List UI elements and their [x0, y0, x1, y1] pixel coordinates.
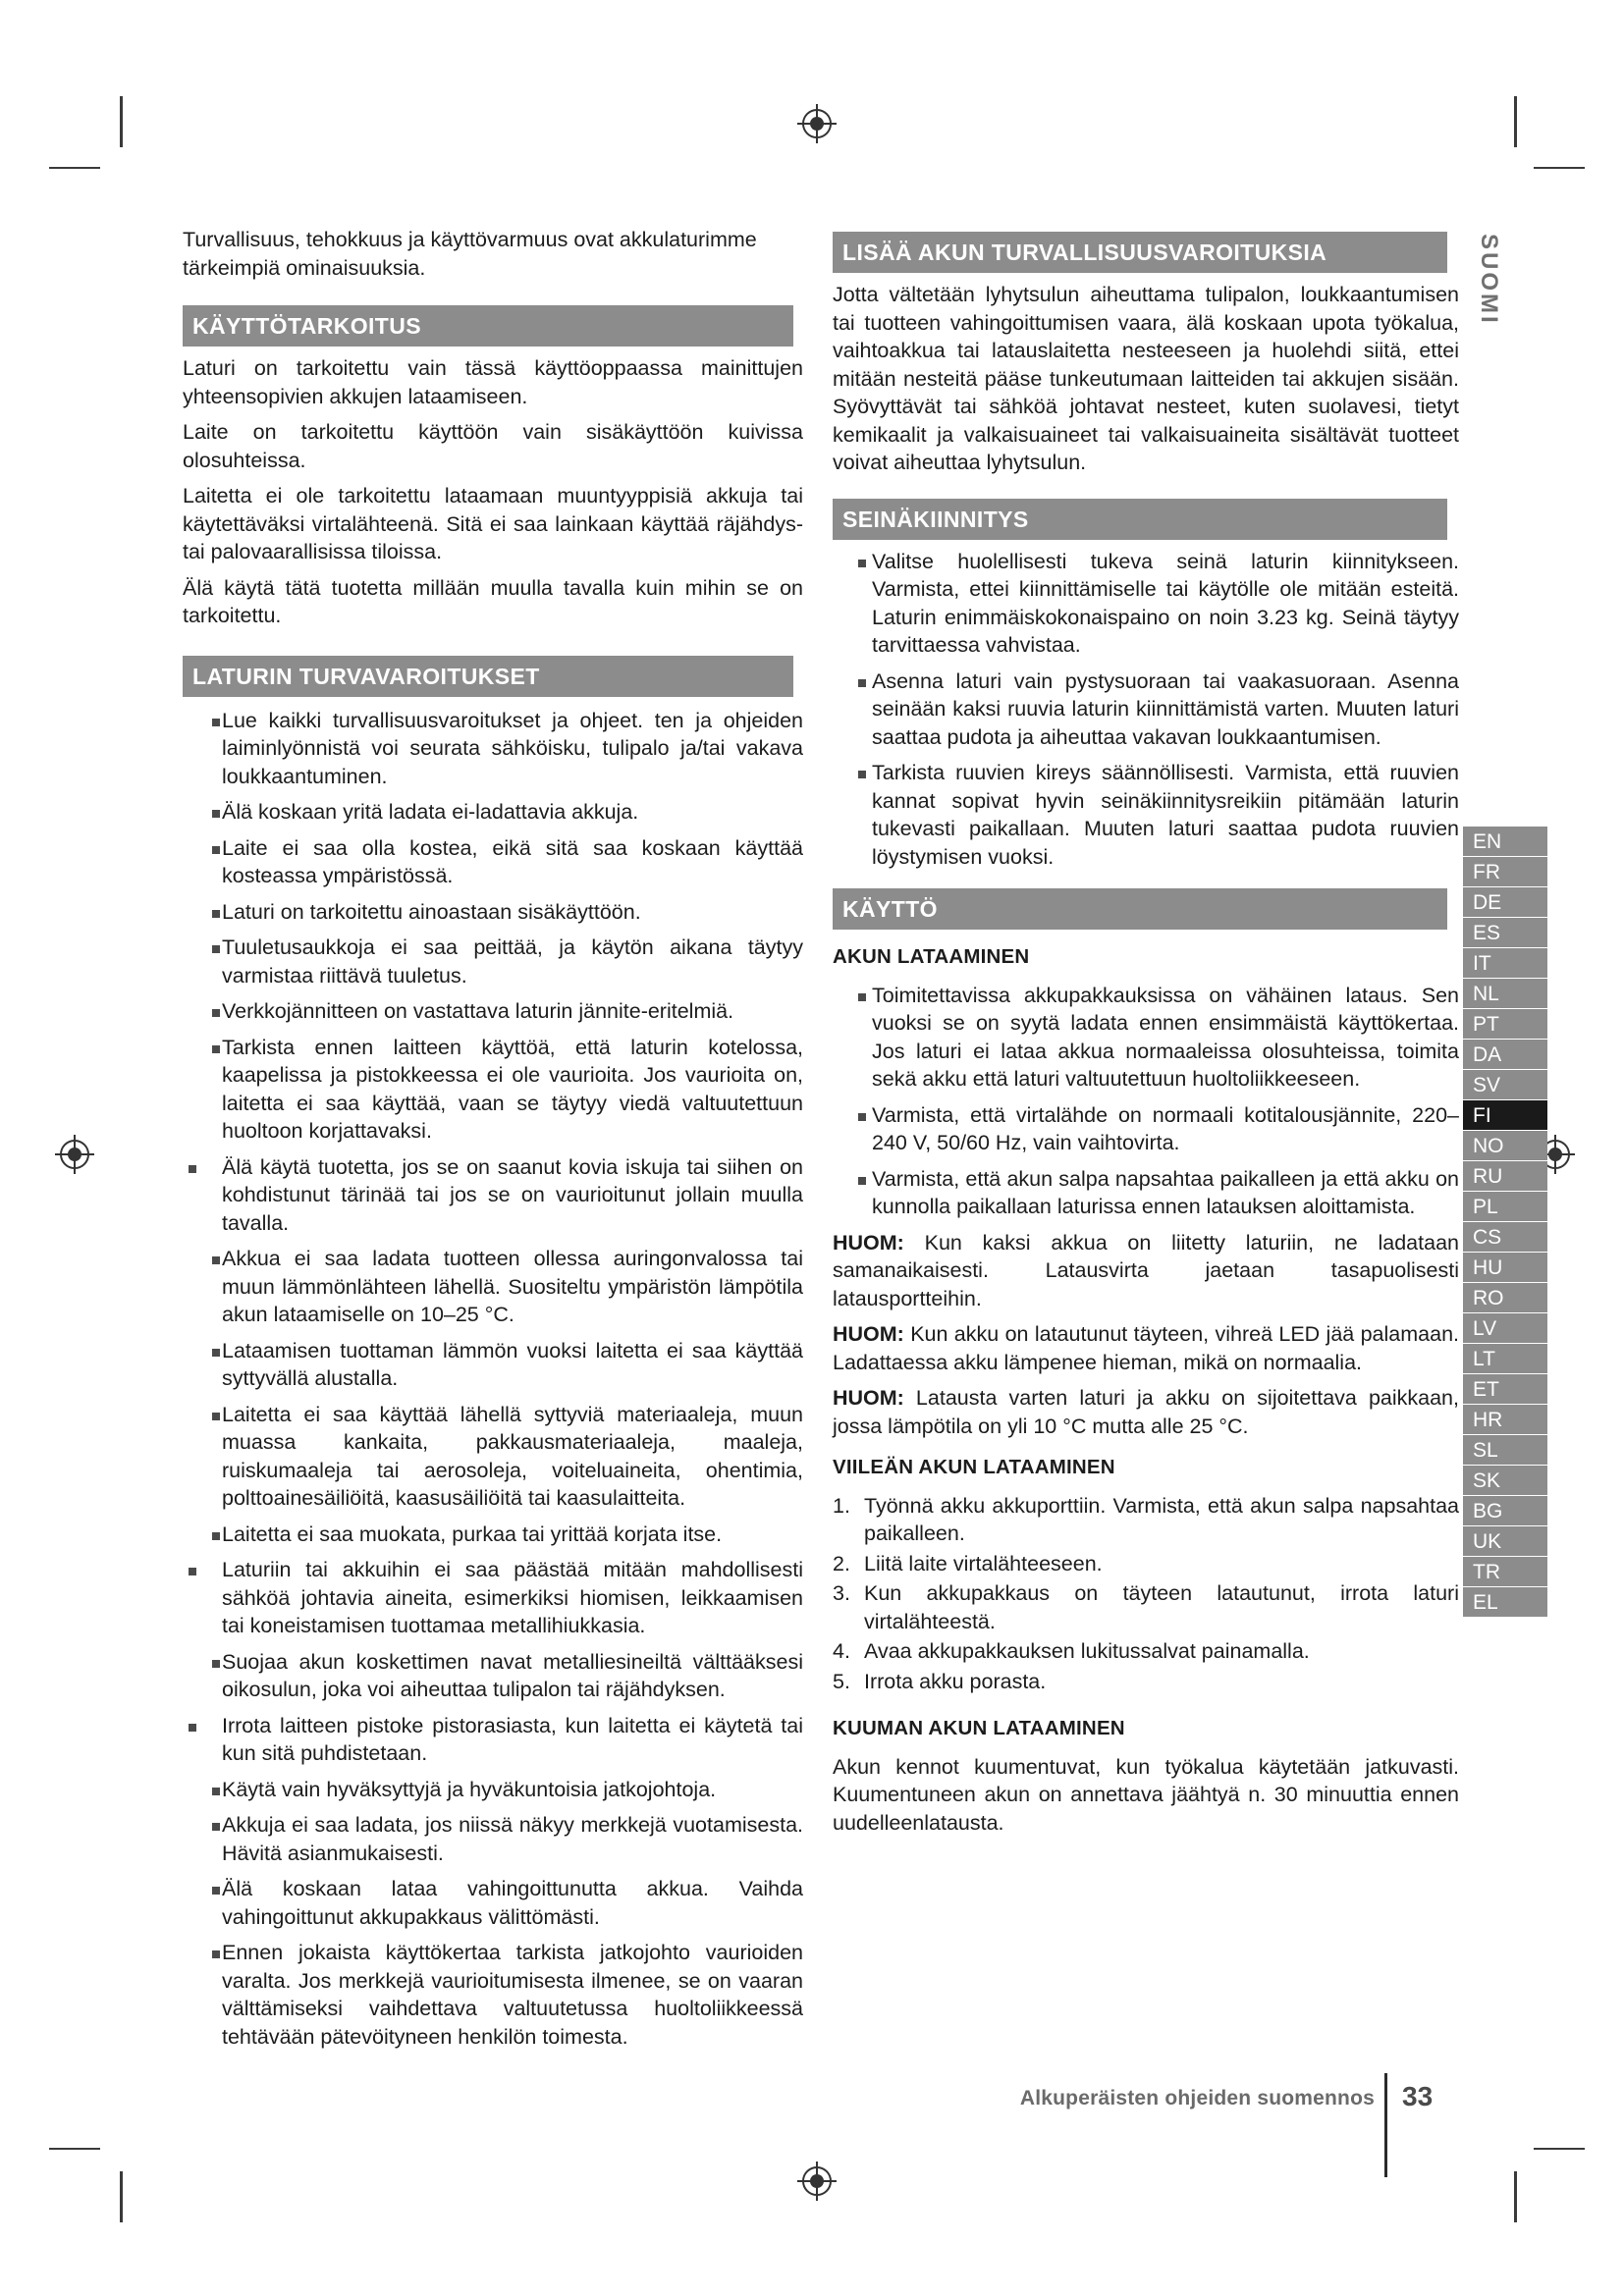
crop-mark	[1514, 2171, 1517, 2222]
language-tab-sk[interactable]: SK	[1463, 1466, 1547, 1496]
step-text: Avaa akkupakkauksen lukitussalvat painamalla.	[864, 1639, 1310, 1663]
language-tab-en[interactable]: EN	[1463, 827, 1547, 857]
cool-battery-steps	[833, 1492, 1459, 1696]
list-item: Laturiin tai akkuihin ei saa päästää mitään mahdollisesti sähköä johtavia aineita, esimerkiksi hiomisen, leikkaamisen tai koneistamisen tuottamaa metallihiukkasia.	[183, 1556, 803, 1640]
list-item: Suojaa akun koskettimen navat metalliesineiltä välttääksesi oikosulun, joka voi aiheuttaa tulipalon tai räjähdyksen.	[183, 1648, 803, 1704]
list-item: Asenna laturi vain pystysuoraan tai vaakasuoraan. Asenna seinään kaksi ruuvia laturin kiinnittämistä varten. Muuten laturi saattaa pudota ja aiheuttaa vakavan loukkaantumisen.	[833, 667, 1459, 752]
language-tab-fr[interactable]: FR	[1463, 857, 1547, 887]
language-tab-pt[interactable]: PT	[1463, 1009, 1547, 1040]
list-item: Laitetta ei saa muokata, purkaa tai yrittää korjata itse.	[183, 1521, 803, 1549]
note-text: Latausta varten laturi ja akku on sijoitettava paikkaan, jossa lämpötila on yli 10 °C mutta alle 25 °C.	[833, 1386, 1459, 1438]
section-header-laturin-turvavaroitukset: LATURIN TURVAVAROITUKSET	[183, 656, 793, 697]
step-item	[833, 1579, 1459, 1635]
language-tab-nl[interactable]: NL	[1463, 979, 1547, 1009]
step-item	[833, 1550, 1459, 1578]
paragraph: Laitetta ei ole tarkoitettu lataamaan muuntyyppisiä akkuja tai käytettäväksi virtalähteenä. Sitä ei saa lainkaan käyttää räjähdys- tai palovaarallisissa tiloissa.	[183, 484, 803, 563]
list-item: Tarkista ruuvien kireys säännöllisesti. Varmista, että ruuvien kannat sopivat hyvin seinäkiinnitysreikiin pitämään laturin tukevasti paikallaan. Muuten laturi saattaa pudota ruuvien löystymisen vuoksi.	[833, 759, 1459, 871]
language-tab-ro[interactable]: RO	[1463, 1283, 1547, 1313]
note	[833, 1320, 1459, 1376]
step-number: 1.	[833, 1493, 850, 1518]
language-tab-ru[interactable]: RU	[1463, 1161, 1547, 1192]
language-tab-hr[interactable]: HR	[1463, 1405, 1547, 1435]
language-tab-cs[interactable]: CS	[1463, 1222, 1547, 1253]
language-tab-no[interactable]: NO	[1463, 1131, 1547, 1161]
language-tab-da[interactable]: DA	[1463, 1040, 1547, 1070]
list-item: Tuuletusaukkoja ei saa peittää, ja käytön aikana täytyy varmistaa riittävä tuuletus.	[183, 934, 803, 989]
list-item: Ennen jokaista käyttökertaa tarkista jatkojohto vaurioiden varalta. Jos merkkejä vaurioitumisesta ilmenee, se on vaaran välttämiseksi vaihdettava valtuutetussa huoltoliikkeessä tehtävään pätevöityneen henkilön toimesta.	[183, 1939, 803, 2051]
step-text: Irrota akku porasta.	[864, 1669, 1047, 1693]
step-number: 4.	[833, 1639, 850, 1663]
language-tab-el[interactable]: EL	[1463, 1587, 1547, 1618]
step-item	[833, 1668, 1459, 1696]
registration-mark-icon	[795, 102, 839, 145]
note-text: Kun akku on latautunut täyteen, vihreä LED jää palamaan. Ladattaessa akku lämpenee hieman, mikä on normaalia.	[833, 1322, 1459, 1374]
language-tab-sl[interactable]: SL	[1463, 1435, 1547, 1466]
language-tab-it[interactable]: IT	[1463, 948, 1547, 979]
language-tab-pl[interactable]: PL	[1463, 1192, 1547, 1222]
crop-mark	[49, 167, 100, 169]
language-tab-de[interactable]: DE	[1463, 887, 1547, 918]
intro-text: Turvallisuus, tehokkuus ja käyttövarmuus ovat akkulaturimme tärkeimpiä ominaisuuksia.	[183, 228, 757, 280]
crop-mark	[49, 2148, 100, 2150]
language-tabs	[1463, 827, 1547, 1618]
step-number: 2.	[833, 1551, 850, 1575]
charging-list	[833, 982, 1459, 1221]
language-tab-uk[interactable]: UK	[1463, 1526, 1547, 1557]
list-item: Valitse huolellisesti tukeva seinä laturin kiinnitykseen. Varmista, ettei kiinnittämiselle tai käytölle ole mitään esteitä. Laturin enimmäiskokonaispaino on noin 3.23 kg. Seinä täytyy tarvittaessa vahvistaa.	[833, 548, 1459, 660]
footer-divider	[1384, 2073, 1387, 2177]
language-tab-tr[interactable]: TR	[1463, 1557, 1547, 1587]
language-tab-et[interactable]: ET	[1463, 1374, 1547, 1405]
list-item: Laite ei saa olla kostea, eikä sitä saa koskaan käyttää kosteassa ympäristössä.	[183, 834, 803, 890]
list-item: Laturi on tarkoitettu ainoastaan sisäkäyttöön.	[183, 898, 803, 927]
paragraph: Jotta vältetään lyhytsulun aiheuttama tulipalon, loukkaantumisen tai tuotteen vahingoittumisen vaara, älä koskaan upota työkalua, vaihtoakkua tai latauslaitetta nesteeseen ja huolehdi siitä, ettei mitään nesteitä pääse tunkeutumaan laitteiden tai akkujen sisään. Syövyttävät tai sähköä johtavat nesteet, kuten suolavesi, tietyt kemikaalit ja valkaisuaineet tai valkaisuaineita sisältävät tuotteet voivat aiheuttaa lyhytsulun.	[833, 283, 1459, 474]
step-text: Kun akkupakkaus on täyteen latautunut, irrota laturi virtalähteestä.	[864, 1581, 1459, 1633]
crop-mark	[120, 96, 123, 147]
step-item	[833, 1492, 1459, 1548]
language-tab-bg[interactable]: BG	[1463, 1496, 1547, 1526]
registration-mark-icon	[53, 1133, 96, 1176]
paragraph: Laturi on tarkoitettu vain tässä käyttöoppaassa mainittujen yhteensopivien akkujen lataamiseen.	[183, 356, 803, 408]
paragraph: Akun kennot kuumentuvat, kun työkalua käytetään jatkuvasti. Kuumentuneen akun on annettava jäähtyä n. 30 minuuttia ennen uudelleenlatausta.	[833, 1754, 1459, 1835]
list-item: Älä koskaan yritä ladata ei-ladattavia akkuja.	[183, 798, 803, 827]
section-header-lisaa: LISÄÄ AKUN TURVALLISUUSVAROITUKSIA	[833, 232, 1447, 273]
wall-mount-list	[833, 548, 1459, 872]
section-header-kaytto: KÄYTTÖ	[833, 888, 1447, 930]
list-item: Irrota laitteen pistoke pistorasiasta, kun laitetta ei käytetä tai kun sitä puhdistetaan.	[183, 1712, 803, 1768]
list-item: Laitetta ei saa käyttää lähellä syttyviä materiaaleja, muun muassa kankaita, pakkausmateriaaleja, maaleja, ruiskumaaleja tai aerosoleja, voiteluaineita, ohentimia, polttoainesäiliöitä, kaasusäiliöitä tai kaasulaitteita.	[183, 1401, 803, 1513]
paragraph: Älä käytä tätä tuotetta millään muulla tavalla kuin mihin se on tarkoitettu.	[183, 575, 803, 627]
page-number: 33	[1402, 2081, 1434, 2111]
list-item: Varmista, että virtalähde on normaali kotitalousjännite, 220–240 V, 50/60 Hz, vain vaihtovirta.	[833, 1101, 1459, 1157]
footer-text: Alkuperäisten ohjeiden suomennos	[1019, 2087, 1375, 2109]
list-item: Varmista, että akun salpa napsahtaa paikalleen ja että akku on kunnolla paikallaan laturissa ennen latauksen aloittamista.	[833, 1165, 1459, 1221]
right-column	[833, 232, 1459, 1844]
list-item: Lue kaikki turvallisuusvaroitukset ja ohjeet. ten ja ohjeiden laiminlyönnistä voi seurata sähköisku, tulipalo ja/tai vakava loukkaantuminen.	[183, 707, 803, 791]
crop-mark	[1534, 167, 1585, 169]
crop-mark	[1514, 96, 1517, 147]
subheading: KUUMAN AKUN LATAAMINEN	[833, 1717, 1125, 1739]
note-label: HUOM:	[833, 1230, 904, 1255]
list-item: Verkkojännitteen on vastattava laturin jännite-eritelmiä.	[183, 997, 803, 1026]
language-side-label: SUOMI	[1476, 234, 1502, 326]
crop-mark	[1534, 2148, 1585, 2150]
list-item: Akkua ei saa ladata tuotteen ollessa auringonvalossa tai muun lämmönlähteen lähellä. Suositeltu ympäristön lämpötila akun lataamiselle on 10–25 °C.	[183, 1245, 803, 1329]
note-label: HUOM:	[833, 1386, 904, 1410]
language-tab-hu[interactable]: HU	[1463, 1253, 1547, 1283]
note-text: Kun kaksi akkua on liitetty laturiin, ne ladataan samanaikaisesti. Latausvirta jaetaan tasapuolisesti latausportteihin.	[833, 1230, 1459, 1310]
note-label: HUOM:	[833, 1322, 904, 1346]
note	[833, 1229, 1459, 1313]
step-number: 5.	[833, 1669, 850, 1693]
step-text: Liitä laite virtalähteeseen.	[864, 1551, 1103, 1575]
list-item: Toimitettavissa akkupakkauksissa on vähäinen lataus. Sen vuoksi se on syytä ladata ennen ensimmäistä käyttökertaa. Jos laturi ei lataa akkua normaaleissa olosuhteissa, toimita sekä akku että laturi valtuutettuun huoltoliikkeeseen.	[833, 982, 1459, 1094]
section-header-seinakiinnitys: SEINÄKIINNITYS	[833, 499, 1447, 540]
language-tab-lv[interactable]: LV	[1463, 1313, 1547, 1344]
language-tab-es[interactable]: ES	[1463, 918, 1547, 948]
safety-list	[183, 707, 803, 2052]
subheading: AKUN LATAAMINEN	[833, 945, 1030, 968]
section-header-kayttotarkoitus: KÄYTTÖTARKOITUS	[183, 305, 793, 347]
registration-mark-icon	[795, 2160, 839, 2203]
list-item: Älä käytä tuotetta, jos se on saanut kovia iskuja tai siihen on kohdistunut tärinää tai jos se on vaurioitunut jollain muulla tavalla.	[183, 1153, 803, 1238]
left-column	[183, 226, 803, 2058]
list-item: Akkuja ei saa ladata, jos niissä näkyy merkkejä vuotamisesta. Hävitä asianmukaisesti.	[183, 1811, 803, 1867]
language-tab-lt[interactable]: LT	[1463, 1344, 1547, 1374]
step-text: Työnnä akku akkuporttiin. Varmista, että akun salpa napsahtaa paikalleen.	[864, 1493, 1459, 1545]
list-item: Älä koskaan lataa vahingoittunutta akkua. Vaihda vahingoittunut akkupakkaus välittömästi.	[183, 1875, 803, 1931]
note	[833, 1384, 1459, 1440]
crop-mark	[120, 2171, 123, 2222]
step-item	[833, 1637, 1459, 1666]
language-tab-sv[interactable]: SV	[1463, 1070, 1547, 1100]
subheading: VIILEÄN AKUN LATAAMINEN	[833, 1456, 1115, 1478]
language-tab-fi[interactable]: FI	[1463, 1100, 1547, 1131]
list-item: Käytä vain hyväksyttyjä ja hyväkuntoisia jatkojohtoja.	[183, 1776, 803, 1804]
list-item: Lataamisen tuottaman lämmön vuoksi laitetta ei saa käyttää syttyvällä alustalla.	[183, 1337, 803, 1393]
paragraph: Laite on tarkoitettu käyttöön vain sisäkäyttöön kuivissa olosuhteissa.	[183, 420, 803, 472]
list-item: Tarkista ennen laitteen käyttöä, että laturin kotelossa, kaapelissa ja pistokkeessa ei ole vaurioita. Jos vaurioita on, laitetta ei saa käyttää, vaan se täytyy viedä valtuutettuun huoltoon korjattavaksi.	[183, 1034, 803, 1146]
step-number: 3.	[833, 1581, 850, 1605]
